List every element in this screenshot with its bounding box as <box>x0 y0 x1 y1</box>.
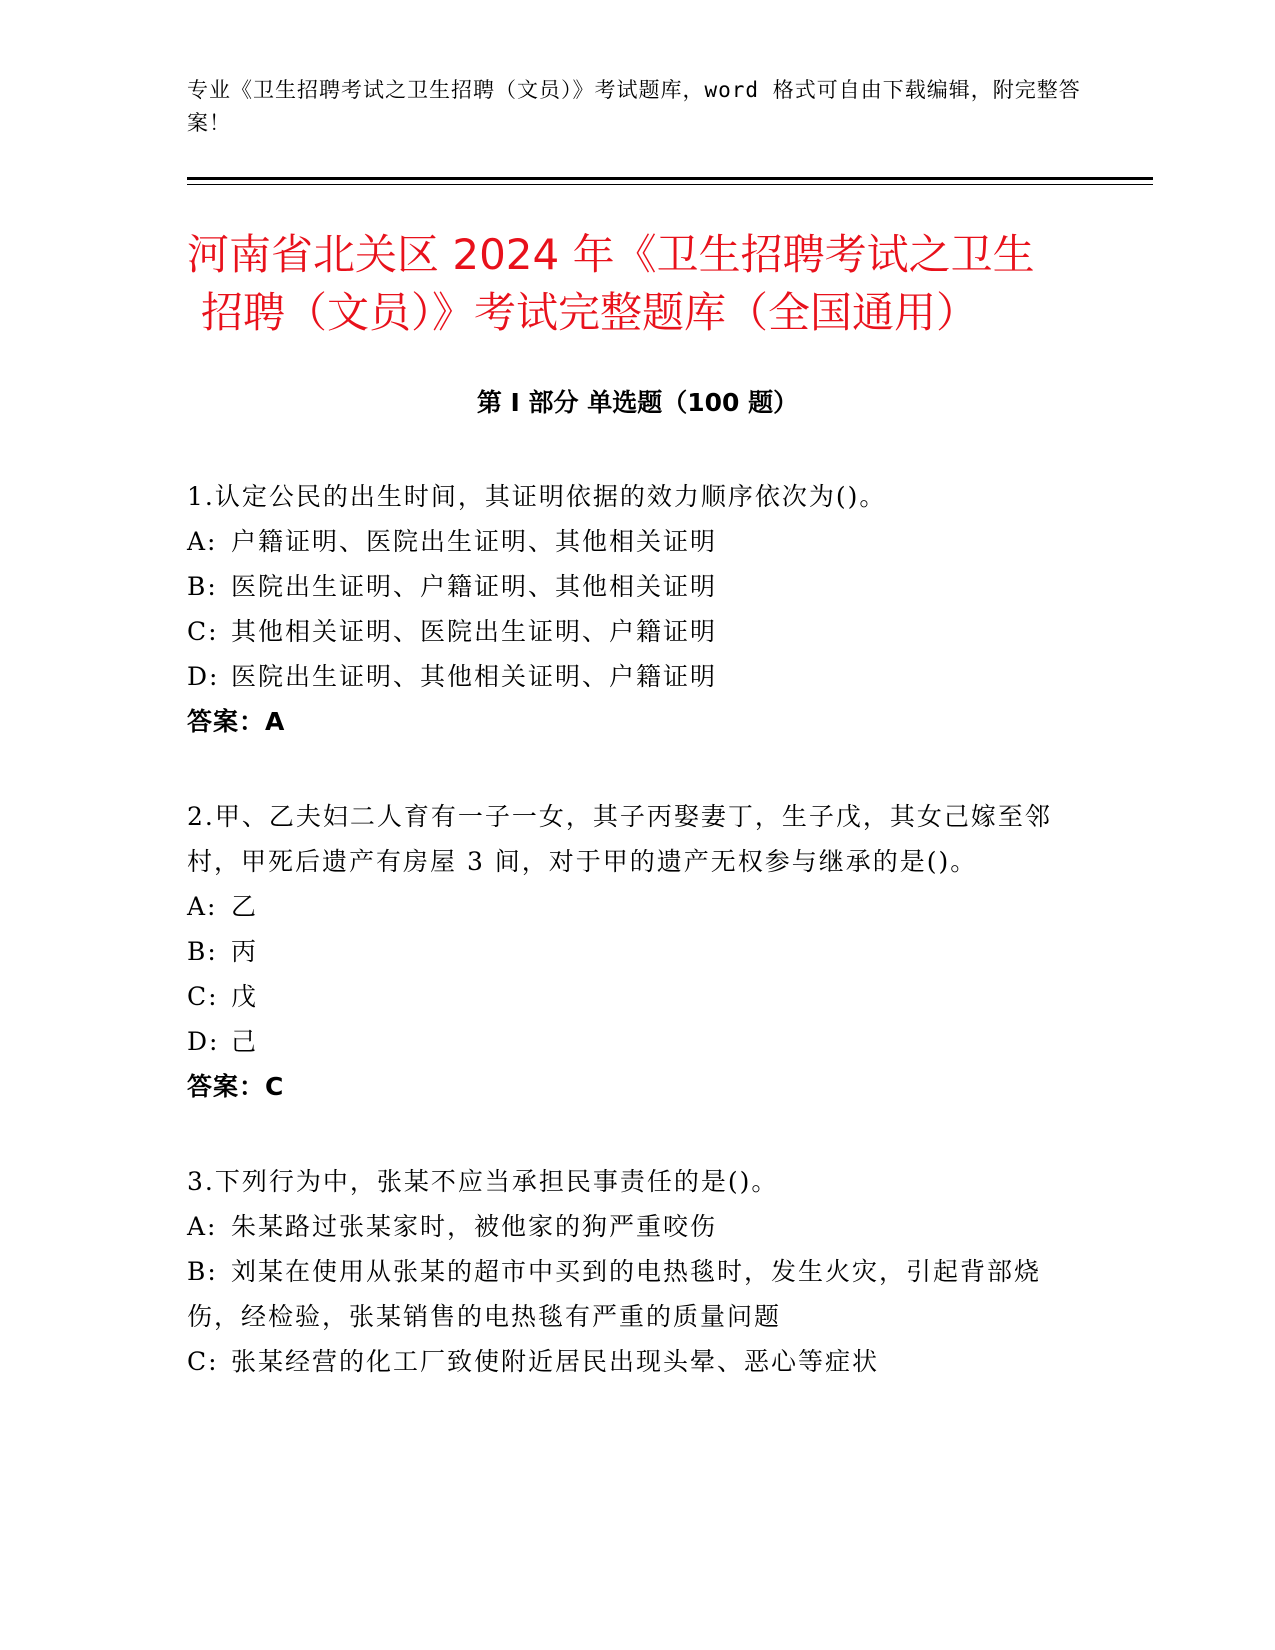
option-c <box>187 609 1087 654</box>
option-key: C: <box>187 1347 219 1376</box>
answer-line: 答案：A <box>187 707 286 736</box>
title-line-1: 河南省北关区 2024 年《卫生招聘考试之卫生 <box>187 230 1035 279</box>
option-a <box>187 1204 1087 1249</box>
option-text: 刘某在使用从张某的超市中买到的电热毯时，发生火灾，引起背部烧伤，经检验，张某销售的电热毯有严重的质量问题 <box>187 1257 1042 1331</box>
option-c <box>187 1339 1087 1384</box>
option-key: C: <box>187 617 219 646</box>
question-2 <box>187 794 1087 1109</box>
option-key: A: <box>187 1212 218 1241</box>
question-stem: 3.下列行为中，张某不应当承担民事责任的是()。 <box>187 1167 779 1196</box>
answer-line: 答案：C <box>187 1072 285 1101</box>
option-text: 户籍证明、医院出生证明、其他相关证明 <box>231 527 718 556</box>
option-key: A: <box>187 892 218 921</box>
header-rule-thick <box>187 177 1153 180</box>
option-key: B: <box>187 937 218 966</box>
option-text: 己 <box>231 1027 259 1056</box>
option-text: 乙 <box>231 892 259 921</box>
question-3 <box>187 1159 1087 1384</box>
option-b <box>187 929 1087 974</box>
option-key: D: <box>187 1027 220 1056</box>
title-line-2: 招聘（文员）》考试完整题库（全国通用） <box>201 288 979 337</box>
question-stem: 1.认定公民的出生时间，其证明依据的效力顺序依次为()。 <box>187 482 887 511</box>
question-list <box>187 474 1087 1434</box>
option-text: 戊 <box>231 982 259 1011</box>
option-text: 医院出生证明、户籍证明、其他相关证明 <box>231 572 718 601</box>
option-text: 朱某路过张某家时，被他家的狗严重咬伤 <box>231 1212 718 1241</box>
question-stem: 2.甲、乙夫妇二人育有一子一女，其子丙娶妻丁，生子戊，其女己嫁至邻村，甲死后遗产有房屋 3 间，对于甲的遗产无权参与继承的是()。 <box>187 802 1052 876</box>
option-b <box>187 1249 1087 1339</box>
option-text: 医院出生证明、其他相关证明、户籍证明 <box>231 662 718 691</box>
option-a <box>187 519 1087 564</box>
option-key: A: <box>187 527 218 556</box>
header-note: 专业《卫生招聘考试之卫生招聘（文员）》考试题库，word 格式可自由下载编辑，附完整答案！ <box>187 78 1081 135</box>
section-heading: 第 I 部分 单选题（100 题） <box>476 388 799 417</box>
option-d <box>187 1019 1087 1064</box>
option-text: 其他相关证明、医院出生证明、户籍证明 <box>231 617 718 646</box>
option-c <box>187 974 1087 1019</box>
option-text: 张某经营的化工厂致使附近居民出现头晕、恶心等症状 <box>231 1347 880 1376</box>
option-key: D: <box>187 662 220 691</box>
option-a <box>187 884 1087 929</box>
option-key: B: <box>187 1257 218 1286</box>
option-d <box>187 654 1087 699</box>
option-key: C: <box>187 982 219 1011</box>
option-text: 丙 <box>231 937 259 966</box>
header-rule-thin <box>187 184 1153 185</box>
question-1 <box>187 474 1087 744</box>
option-b <box>187 564 1087 609</box>
option-key: B: <box>187 572 218 601</box>
document-title <box>187 226 1087 342</box>
